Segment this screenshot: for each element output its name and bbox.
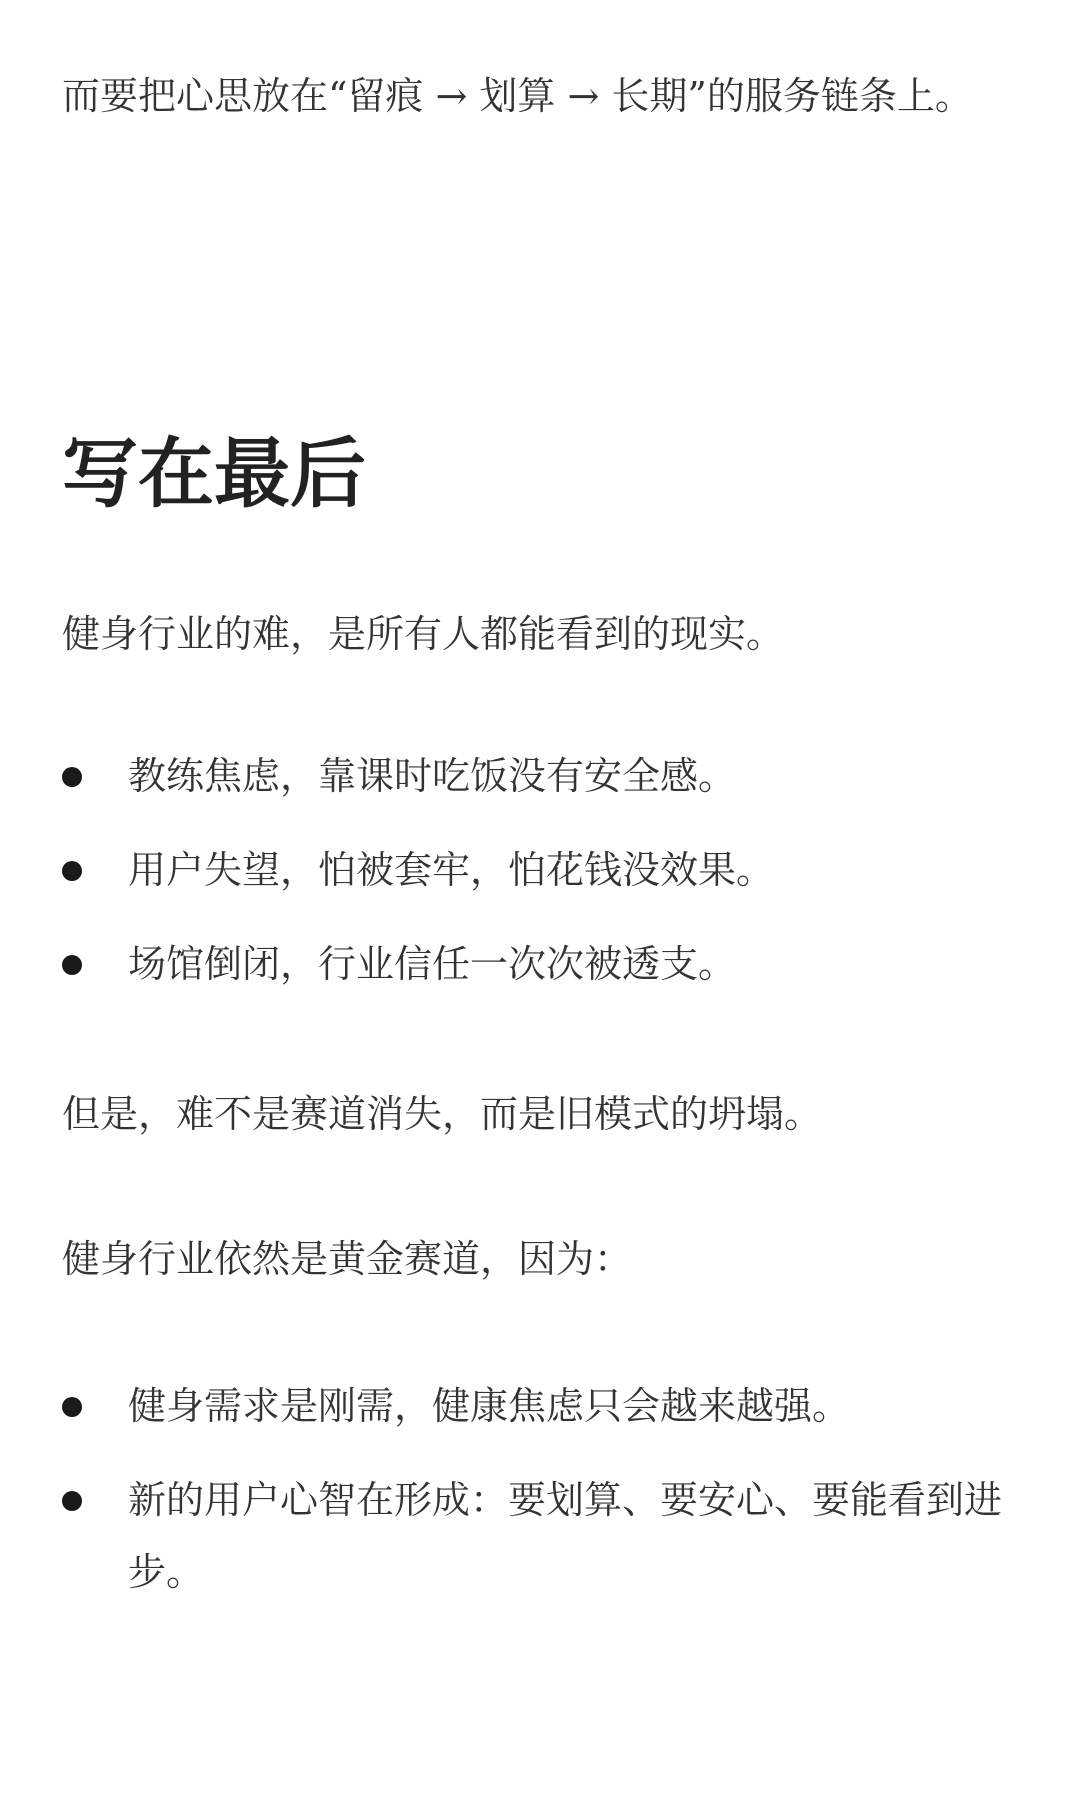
paragraph-golden-track: 健身行业依然是黄金赛道，因为： xyxy=(62,1237,633,1281)
bullet-dot-icon xyxy=(62,955,82,975)
list-item-text: 教练焦虑，靠课时吃饭没有安全感。 xyxy=(128,754,737,798)
bullet-list-difficulties xyxy=(62,740,1022,1022)
list-item xyxy=(62,1370,1022,1442)
bullet-dot-icon xyxy=(62,861,82,881)
bullet-dot-icon xyxy=(62,1397,82,1417)
list-item xyxy=(62,834,1022,906)
list-item-text: 新的用户心智在形成：要划算、要安心、要能看到进步。 xyxy=(128,1478,1003,1594)
bullet-dot-icon xyxy=(62,767,82,787)
section-heading: 写在最后 xyxy=(62,429,366,518)
intro-paragraph: 而要把心思放在“留痕 → 划算 → 长期”的服务链条上。 xyxy=(62,74,973,118)
list-item xyxy=(62,740,1022,812)
list-item-text: 用户失望，怕被套牢，怕花钱没效果。 xyxy=(128,848,775,892)
list-item xyxy=(62,928,1022,1000)
list-item xyxy=(62,1464,1022,1608)
list-item-text: 场馆倒闭，行业信任一次次被透支。 xyxy=(128,942,737,986)
bullet-list-reasons xyxy=(62,1370,1022,1630)
paragraph-industry-difficulty: 健身行业的难，是所有人都能看到的现实。 xyxy=(62,612,785,656)
paragraph-old-model-collapse: 但是，难不是赛道消失，而是旧模式的坍塌。 xyxy=(62,1092,823,1136)
list-item-text: 健身需求是刚需，健康焦虑只会越来越强。 xyxy=(128,1384,851,1428)
bullet-dot-icon xyxy=(62,1491,82,1511)
